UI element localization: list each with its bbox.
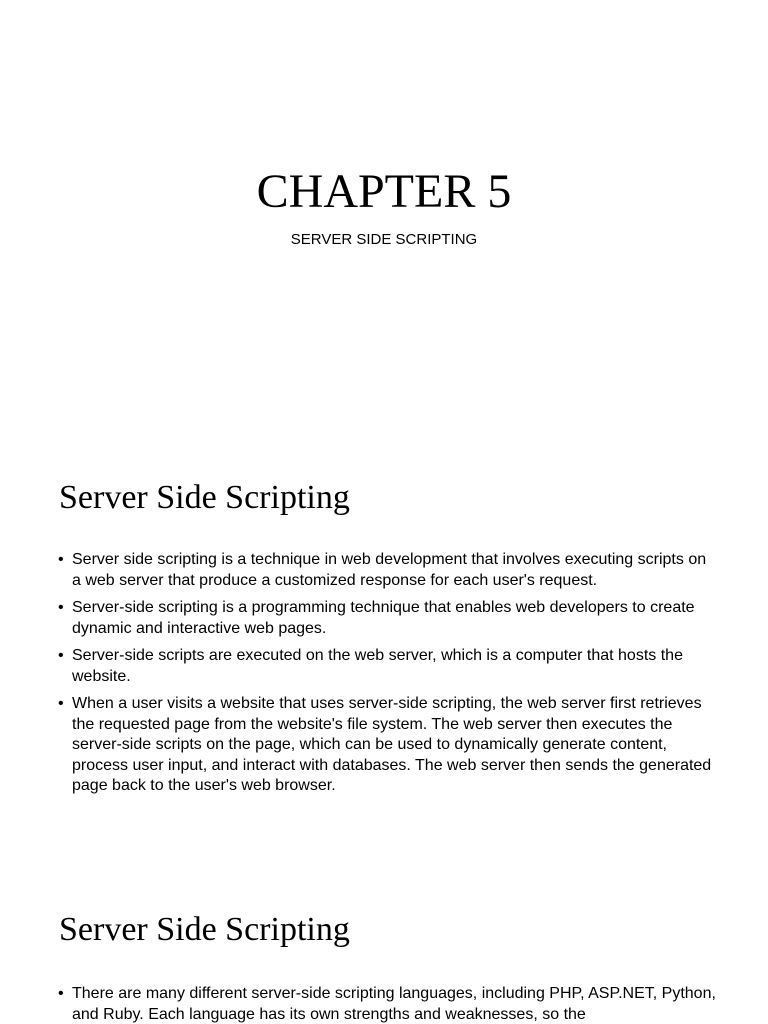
bullet-icon: • [58, 985, 64, 1002]
slide-heading: Server Side Scripting [59, 479, 350, 516]
bullet-item [58, 550, 718, 591]
bullet-item [58, 646, 718, 687]
bullet-item [58, 598, 718, 639]
bullet-item [58, 984, 718, 1024]
chapter-title: CHAPTER 5 [256, 165, 512, 218]
bullet-text: Server-side scripts are executed on the web server, which is a computer that hosts the website. [72, 647, 683, 685]
slide-heading: Server Side Scripting [59, 911, 350, 948]
slide-chapter-title [0, 0, 768, 432]
chapter-subtitle: SERVER SIDE SCRIPTING [290, 231, 478, 248]
bullet-list [58, 550, 718, 804]
bullet-icon: • [58, 551, 64, 568]
bullet-text: There are many different server-side scripting languages, including PHP, ASP.NET, Python, and Ruby. Each language has its own strengths and weaknesses, so the [72, 985, 716, 1023]
bullet-icon: • [58, 599, 64, 616]
bullet-icon: • [58, 695, 64, 712]
bullet-item [58, 694, 718, 797]
bullet-text: Server side scripting is a technique in web development that involves executing scripts on a web server that produce a customized response for each user's request. [72, 551, 707, 589]
bullet-text: When a user visits a website that uses server-side scripting, the web server first retrieves the requested page from the website's file system. The web server then executes the server-side scripts on the page, which can be used to dynamically generate content, process user input, and interact with databases. The web server then sends the generated page back to the user's web browser. [72, 695, 712, 794]
bullet-icon: • [58, 647, 64, 664]
bullet-list [58, 984, 718, 1024]
slide-server-side-scripting-2 [0, 864, 768, 1024]
slide-server-side-scripting-1 [0, 432, 768, 864]
bullet-text: Server-side scripting is a programming technique that enables web developers to create dynamic and interactive web pages. [72, 599, 695, 637]
